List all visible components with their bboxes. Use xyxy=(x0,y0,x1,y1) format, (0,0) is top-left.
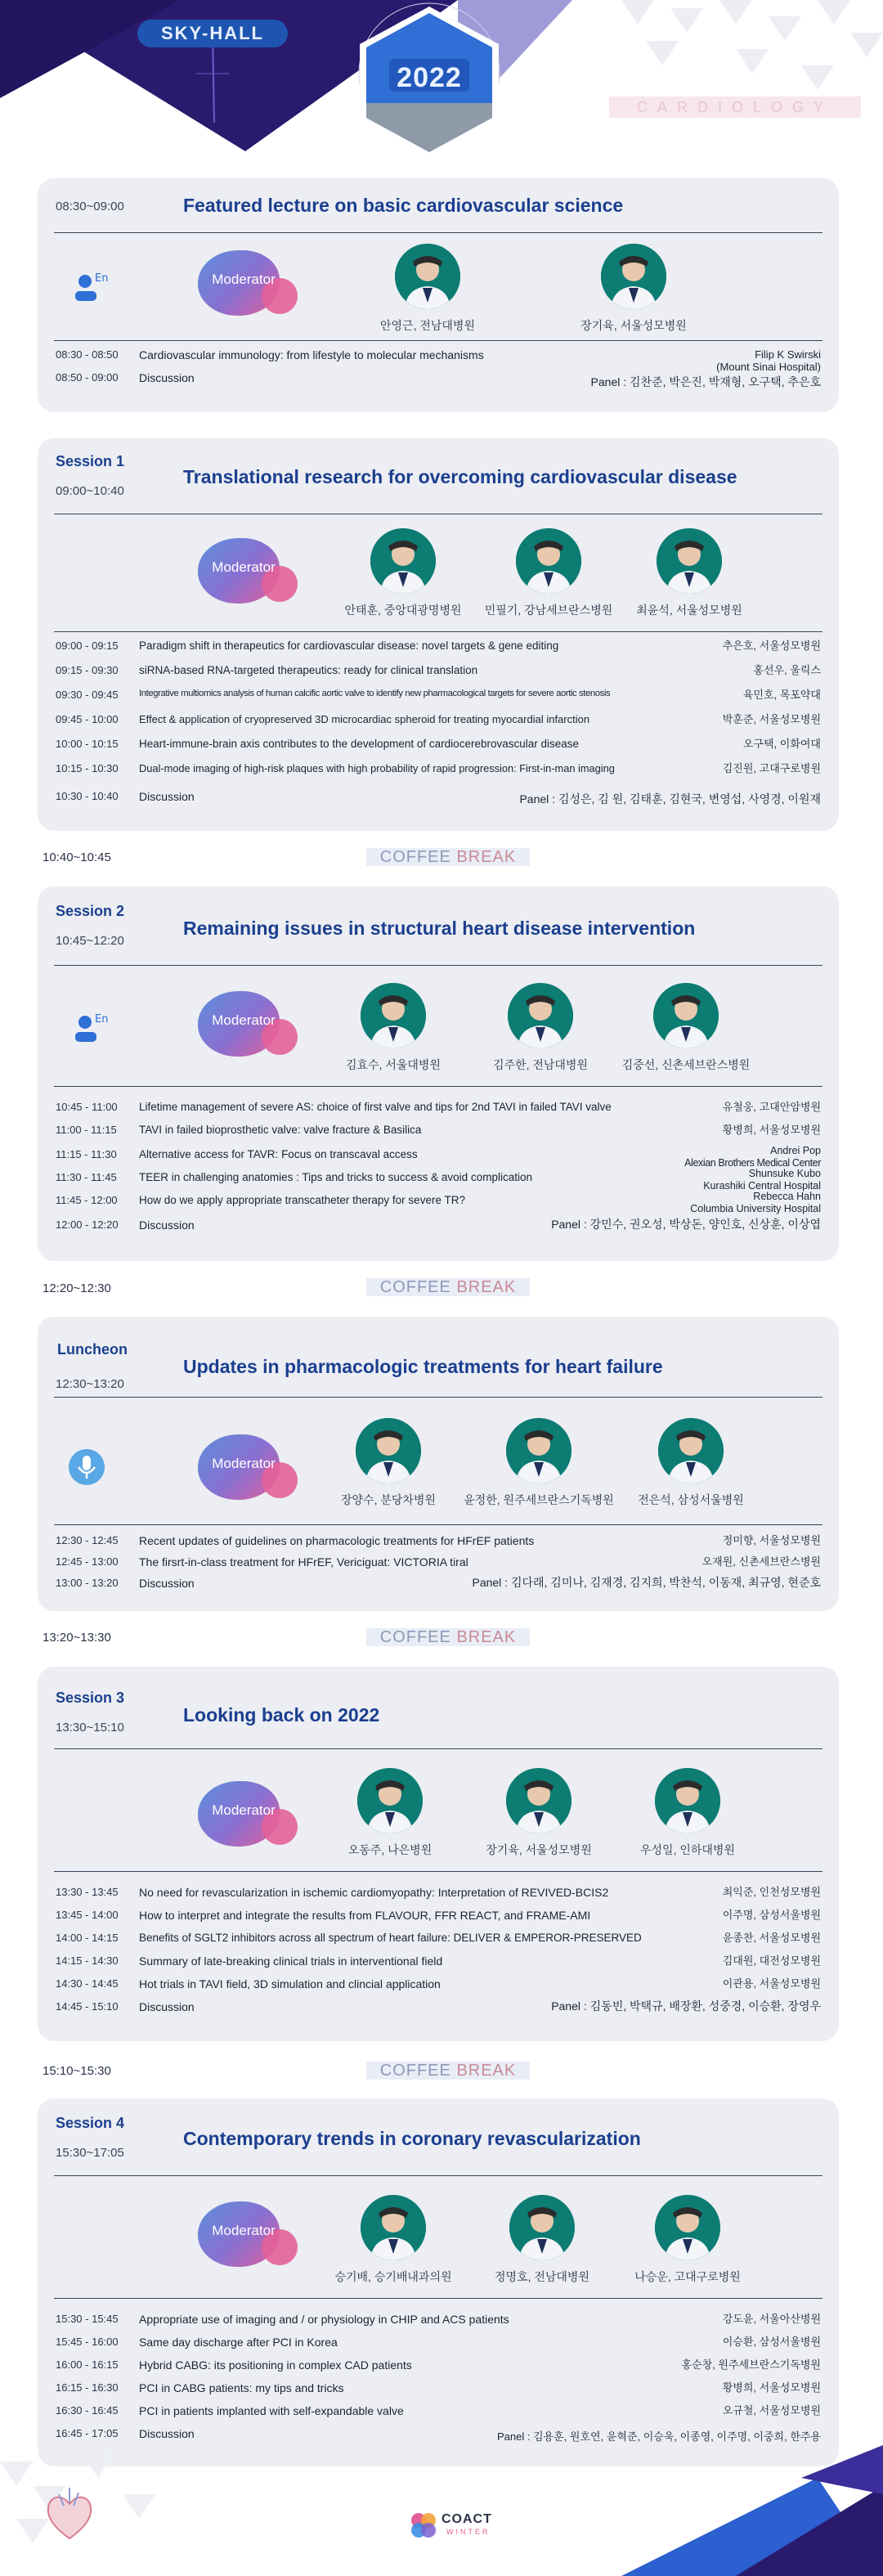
coffee-word: COFFEE xyxy=(379,848,451,866)
person-silhouette-icon xyxy=(506,1418,571,1483)
speaker-name: Rebecca Hahn xyxy=(753,1191,821,1202)
row-speaker: Panel : 김용훈, 원호연, 윤혁준, 이승욱, 이종영, 이주명, 이중희, 한주용 xyxy=(496,2430,821,2443)
divider xyxy=(54,2175,822,2176)
moderator-name: 우성일, 인하대병원 xyxy=(640,1843,735,1856)
program-row xyxy=(56,2427,821,2444)
row-speaker: 오재원, 신촌세브란스병원 xyxy=(701,1555,821,1568)
row-topic: The firsrt-in-class treatment for HFrEF, Vericiguat: VICTORIA tiral xyxy=(139,1555,468,1568)
row-topic: Appropriate use of imaging and / or physiology in CHIP and ACS patients xyxy=(139,2313,509,2326)
divider xyxy=(54,340,822,341)
row-topic: Discussion xyxy=(139,2427,195,2440)
row-topic: Discussion xyxy=(139,2000,195,2013)
moderator-person xyxy=(612,528,767,618)
program-row xyxy=(56,2000,821,2017)
program-row xyxy=(56,1168,821,1192)
heart-illustration-icon xyxy=(43,2486,96,2543)
row-topic: Paradigm shift in therapeutics for cardiovascular disease: novel targets & gene editing xyxy=(139,640,559,652)
row-speaker xyxy=(703,1168,821,1192)
avatar xyxy=(658,1418,724,1483)
person-silhouette-icon xyxy=(361,983,426,1048)
row-speaker: 이관용, 서울성모병원 xyxy=(722,1977,821,1990)
row-topic: Discussion xyxy=(139,1577,195,1590)
moderator-name: 전은석, 삼성서울병원 xyxy=(638,1493,744,1506)
row-time: 08:30 - 08:50 xyxy=(56,348,119,361)
row-time: 12:30 - 12:45 xyxy=(56,1534,119,1546)
break-time: 10:40~10:45 xyxy=(43,850,111,864)
row-time: 10:30 - 10:40 xyxy=(56,790,119,802)
divider xyxy=(54,631,822,632)
row-speaker: 윤종찬, 서울성모병원 xyxy=(722,1932,821,1944)
person-silhouette-icon xyxy=(516,528,581,594)
coffee-break-label xyxy=(366,1278,530,1296)
moderator-person xyxy=(610,2195,765,2285)
row-speaker: 이승환, 삼성서울병원 xyxy=(722,2336,821,2348)
session-2-panel xyxy=(38,886,839,1261)
row-time: 16:45 - 17:05 xyxy=(56,2427,119,2439)
row-time: 14:45 - 15:10 xyxy=(56,2000,119,2013)
row-time: 09:30 - 09:45 xyxy=(56,689,119,701)
divider xyxy=(54,1748,822,1749)
moderator-person xyxy=(316,2195,471,2285)
row-topic: Dual-mode imaging of high-risk plaques with high probability of rapid progression: First-in-man imaging xyxy=(139,762,615,774)
break-time: 13:20~13:30 xyxy=(43,1631,111,1645)
footer-decoration xyxy=(0,2445,883,2576)
moderator-label: Moderator xyxy=(212,1456,276,1471)
moderator-badge xyxy=(198,535,299,607)
person-silhouette-icon xyxy=(655,1768,720,1833)
session-time: 15:30~17:05 xyxy=(56,2146,124,2160)
program-row xyxy=(56,1577,821,1593)
speaker-name: Shunsuke Kubo xyxy=(748,1168,821,1179)
row-time: 10:15 - 10:30 xyxy=(56,762,119,774)
moderator-person xyxy=(350,244,505,334)
row-speaker xyxy=(716,348,821,373)
english-speaker-icon xyxy=(70,267,110,306)
divider xyxy=(54,965,822,966)
row-topic: siRNA-based RNA-targeted therapeutics: ready for clinical translation xyxy=(139,664,478,676)
moderator-person xyxy=(608,983,764,1073)
session-4-panel xyxy=(38,2098,839,2466)
avatar xyxy=(657,528,722,594)
moderator-badge xyxy=(198,1431,299,1503)
session-3-panel xyxy=(38,1667,839,2041)
moderator-person xyxy=(471,528,626,618)
program-row xyxy=(56,790,821,806)
speaker-affiliation: Columbia University Hospital xyxy=(690,1203,821,1214)
person-silhouette-icon xyxy=(395,244,460,309)
moderator-name: 정명호, 전남대병원 xyxy=(495,2270,589,2283)
avatar xyxy=(361,983,426,1048)
program-row xyxy=(56,1124,821,1140)
person-silhouette-icon xyxy=(655,2195,720,2260)
row-time: 11:00 - 11:15 xyxy=(56,1124,117,1136)
coffee-word: COFFEE xyxy=(379,1628,451,1646)
row-speaker xyxy=(684,1145,821,1169)
session-title: Featured lecture on basic cardiovascular science xyxy=(183,195,624,216)
row-topic: Heart-immune-brain axis contributes to the development of cardiocerebrovascular disease xyxy=(139,738,580,750)
coffee-word: COFFEE xyxy=(379,1278,451,1296)
coffee-break-label xyxy=(366,848,530,866)
featured-lecture-panel xyxy=(38,178,839,412)
venue-badge: SKY-HALL xyxy=(137,20,288,47)
row-speaker: Panel : 김찬준, 박은진, 박재형, 오구택, 추은호 xyxy=(590,375,821,388)
program-row xyxy=(56,1145,821,1169)
program-row xyxy=(56,348,821,373)
program-row xyxy=(56,2381,821,2398)
row-speaker: 추은호, 서울성모병원 xyxy=(722,640,821,652)
moderator-label: Moderator xyxy=(212,1012,276,1028)
row-time: 10:00 - 10:15 xyxy=(56,738,119,750)
moderator-person xyxy=(610,1768,765,1858)
moderator-name: 김주한, 전남대병원 xyxy=(493,1058,588,1071)
divider xyxy=(54,1524,822,1525)
program-row xyxy=(56,664,821,680)
row-topic: Effect & application of cryopreserved 3D microcardiac spheroid for treating myocardial infarction xyxy=(139,713,590,725)
moderator-name: 민필기, 강남세브란스병원 xyxy=(484,604,613,617)
program-row xyxy=(56,371,821,388)
program-row xyxy=(56,762,821,779)
session-title: Translational research for overcoming cardiovascular disease xyxy=(183,466,737,487)
session-time: 13:30~15:10 xyxy=(56,1721,124,1735)
moderator-person xyxy=(316,983,471,1073)
program-row xyxy=(56,689,821,705)
avatar xyxy=(653,983,719,1048)
session-time: 10:45~12:20 xyxy=(56,934,124,948)
moderator-person xyxy=(311,1418,466,1508)
row-time: 09:45 - 10:00 xyxy=(56,713,119,725)
avatar xyxy=(506,1418,571,1483)
moderator-name: 오동주, 나은병원 xyxy=(347,1843,433,1856)
row-time: 09:00 - 09:15 xyxy=(56,640,119,652)
moderator-name: 나승운, 고대구로병원 xyxy=(634,2270,741,2283)
coffee-break-label xyxy=(366,1628,530,1646)
break-word: BREAK xyxy=(456,1278,517,1296)
row-topic: Hot trials in TAVI field, 3D simulation and clincial application xyxy=(139,1977,441,1990)
row-topic: Same day discharge after PCI in Korea xyxy=(139,2336,338,2349)
row-time: 16:00 - 16:15 xyxy=(56,2358,119,2371)
program-row xyxy=(56,1977,821,1994)
program-row xyxy=(56,2336,821,2352)
row-speaker: 오구택, 이화여대 xyxy=(742,738,821,750)
row-topic: Discussion xyxy=(139,1218,195,1232)
moderator-person xyxy=(556,244,711,334)
divider xyxy=(54,2298,822,2299)
luncheon-panel xyxy=(38,1317,839,1611)
program-row xyxy=(56,640,821,656)
program-row xyxy=(56,1218,821,1235)
coact-logo-text: COACT xyxy=(441,2512,492,2526)
moderator-person xyxy=(461,1418,616,1508)
session-title: Remaining issues in structural heart disease intervention xyxy=(183,918,696,939)
row-topic: Lifetime management of severe AS: choice of first valve and tips for 2nd TAVI in failed TAVI valve xyxy=(139,1101,612,1113)
person-silhouette-icon xyxy=(508,983,573,1048)
person-silhouette-icon xyxy=(601,244,666,309)
moderator-name: 윤정한, 원주세브란스기독병원 xyxy=(464,1493,614,1506)
moderator-person xyxy=(461,1768,616,1858)
moderator-name: 김효수, 서울대병원 xyxy=(346,1058,441,1071)
moderator-badge xyxy=(198,2198,299,2270)
divider xyxy=(54,1397,822,1398)
moderator-name: 승기배, 승기배내과의원 xyxy=(334,2270,452,2283)
row-topic: Benefits of SGLT2 inhibitors across all spectrum of heart failure: DELIVER & EMPEROR-PRESERVED xyxy=(139,1932,642,1944)
row-time: 12:45 - 13:00 xyxy=(56,1555,119,1568)
program-row xyxy=(56,1886,821,1902)
row-time: 16:15 - 16:30 xyxy=(56,2381,119,2394)
session-time: 09:00~10:40 xyxy=(56,484,124,498)
row-time: 13:00 - 13:20 xyxy=(56,1577,119,1589)
avatar xyxy=(509,2195,575,2260)
row-time: 15:45 - 16:00 xyxy=(56,2336,119,2348)
row-topic: Hybrid CABG: its positioning in complex CAD patients xyxy=(139,2358,412,2372)
moderator-label: Moderator xyxy=(212,272,276,287)
row-speaker: 황병희, 서울성모병원 xyxy=(722,2381,821,2394)
row-speaker: 김진원, 고대구로병원 xyxy=(722,762,821,774)
moderator-label: Moderator xyxy=(212,2223,276,2238)
avatar xyxy=(655,2195,720,2260)
person-silhouette-icon xyxy=(356,1418,421,1483)
coffee-break-label xyxy=(366,2062,530,2080)
row-time: 08:50 - 09:00 xyxy=(56,371,119,384)
program-row xyxy=(56,738,821,754)
break-word: BREAK xyxy=(456,848,517,866)
moderator-label: Moderator xyxy=(212,559,276,575)
row-time: 11:15 - 11:30 xyxy=(56,1148,117,1160)
person-silhouette-icon xyxy=(653,983,719,1048)
session-title: Contemporary trends in coronary revascularization xyxy=(183,2128,641,2149)
row-speaker: 최익준, 인천성모병원 xyxy=(722,1886,821,1898)
moderator-person xyxy=(325,528,481,618)
program-row xyxy=(56,1954,821,1971)
row-speaker: 김대원, 대전성모병원 xyxy=(722,1954,821,1967)
row-time: 13:30 - 13:45 xyxy=(56,1886,119,1898)
row-speaker: Panel : 강민수, 권오성, 박상돈, 양인호, 신상훈, 이상엽 xyxy=(551,1218,821,1231)
program-row xyxy=(56,713,821,729)
row-speaker: Panel : 김동빈, 박택규, 배장환, 성중경, 이승환, 장영우 xyxy=(551,1999,821,2013)
speaker-affiliation: Alexian Brothers Medical Center xyxy=(684,1157,821,1169)
moderator-name: 안태훈, 중앙대광명병원 xyxy=(344,604,462,617)
program-row xyxy=(56,1101,821,1117)
program-row xyxy=(56,2404,821,2421)
speaker-name: Filip K Swirski xyxy=(755,348,821,361)
row-time: 12:00 - 12:20 xyxy=(56,1218,119,1231)
session-1-panel xyxy=(38,438,839,831)
avatar xyxy=(655,1768,720,1833)
avatar xyxy=(508,983,573,1048)
cardiology-watermark: CARDIOLOGY xyxy=(609,96,861,118)
program-row xyxy=(56,1909,821,1925)
row-time: 14:30 - 14:45 xyxy=(56,1977,119,1990)
program-row xyxy=(56,1555,821,1572)
person-silhouette-icon xyxy=(658,1418,724,1483)
row-speaker: 정미향, 서울성모병원 xyxy=(722,1534,821,1546)
avatar xyxy=(601,244,666,309)
svg-text:En: En xyxy=(95,1013,109,1025)
event-year: 2022 xyxy=(397,62,462,93)
avatar xyxy=(370,528,436,594)
row-speaker: 오규철, 서울성모병원 xyxy=(722,2404,821,2417)
person-silhouette-icon xyxy=(357,1768,423,1833)
program-row xyxy=(56,2313,821,2329)
speaker-name: Andrei Pop xyxy=(770,1145,821,1156)
row-topic: Discussion xyxy=(139,790,195,803)
row-speaker: 이주명, 삼성서울병원 xyxy=(722,1909,821,1921)
row-time: 09:15 - 09:30 xyxy=(56,664,119,676)
avatar xyxy=(395,244,460,309)
session-label: Session 2 xyxy=(56,903,125,919)
session-time: 08:30~09:00 xyxy=(56,200,124,213)
moderator-person xyxy=(463,983,618,1073)
row-speaker: Panel : 김다래, 김미나, 김재경, 김지희, 박찬석, 이동재, 최규영, 현준호 xyxy=(472,1576,821,1589)
program-row xyxy=(56,1932,821,1948)
row-time: 14:15 - 14:30 xyxy=(56,1954,119,1967)
speaker-affiliation: (Mount Sinai Hospital) xyxy=(716,361,821,373)
avatar xyxy=(361,2195,426,2260)
row-topic: PCI in patients implanted with self-expandable valve xyxy=(139,2404,404,2417)
row-time: 13:45 - 14:00 xyxy=(56,1909,119,1921)
moderator-label: Moderator xyxy=(212,1802,276,1818)
session-title: Looking back on 2022 xyxy=(183,1704,380,1726)
moderator-badge xyxy=(198,988,299,1060)
row-topic: Recent updates of guidelines on pharmacologic treatments for HFrEF patients xyxy=(139,1534,535,1547)
session-title: Updates in pharmacologic treatments for heart failure xyxy=(183,1356,663,1377)
row-topic: No need for revascularization in ischemic cardiomyopathy: Interpretation of REVIVED-BCIS2 xyxy=(139,1886,609,1899)
person-silhouette-icon xyxy=(361,2195,426,2260)
row-time: 15:30 - 15:45 xyxy=(56,2313,119,2325)
avatar xyxy=(357,1768,423,1833)
row-speaker: 강도윤, 서울아산병원 xyxy=(722,2313,821,2325)
moderator-person xyxy=(312,1768,468,1858)
divider xyxy=(54,1086,822,1087)
moderator-name: 장양수, 분당차병원 xyxy=(341,1493,436,1506)
coact-logo-subtext: WINTER xyxy=(446,2528,491,2536)
person-silhouette-icon xyxy=(509,2195,575,2260)
microphone-icon xyxy=(67,1447,106,1487)
person-silhouette-icon xyxy=(370,528,436,594)
row-topic: Summary of late-breaking clinical trials in interventional field xyxy=(139,1954,443,1968)
row-speaker: 홍선우, 울릭스 xyxy=(753,664,821,676)
svg-text:En: En xyxy=(95,272,109,285)
speaker-affiliation: Kurashiki Central Hospital xyxy=(703,1180,821,1192)
moderator-person xyxy=(613,1418,769,1508)
break-word: BREAK xyxy=(456,1628,517,1646)
row-speaker: 황병희, 서울성모병원 xyxy=(722,1124,821,1136)
moderator-name: 장기육, 서울성모병원 xyxy=(580,319,687,332)
break-time: 12:20~12:30 xyxy=(43,1281,111,1295)
row-speaker: 박훈준, 서울성모병원 xyxy=(722,713,821,725)
avatar xyxy=(516,528,581,594)
session-label: Session 3 xyxy=(56,1690,125,1706)
row-speaker: 홍순창, 원주세브란스기독병원 xyxy=(681,2358,821,2371)
footer xyxy=(0,2445,883,2576)
moderator-name: 장기육, 서울성모병원 xyxy=(486,1843,592,1856)
moderator-name: 최윤석, 서울성모병원 xyxy=(636,604,742,617)
row-topic: Cardiovascular immunology: from lifestyle to molecular mechanisms xyxy=(139,348,484,361)
row-topic: Discussion xyxy=(139,371,195,384)
english-speaker-icon xyxy=(70,1008,110,1047)
break-word: BREAK xyxy=(456,2062,517,2080)
break-time: 15:10~15:30 xyxy=(43,2064,111,2078)
moderator-name: 김중선, 신촌세브란스병원 xyxy=(621,1058,751,1071)
divider xyxy=(54,232,822,233)
moderator-badge xyxy=(198,1778,299,1850)
session-label: Luncheon xyxy=(57,1341,128,1358)
row-time: 10:45 - 11:00 xyxy=(56,1101,118,1113)
program-row xyxy=(56,2358,821,2375)
row-topic: Alternative access for TAVR: Focus on transcaval access xyxy=(139,1148,418,1160)
divider xyxy=(54,1871,822,1872)
coffee-word: COFFEE xyxy=(379,2062,451,2080)
row-speaker xyxy=(690,1191,821,1215)
row-time: 11:30 - 11:45 xyxy=(56,1171,117,1183)
coact-logo-icon xyxy=(409,2511,438,2540)
moderator-person xyxy=(464,2195,620,2285)
row-time: 14:00 - 14:15 xyxy=(56,1932,119,1944)
row-speaker: Panel : 김성은, 김 원, 김태훈, 김현국, 변영섭, 사영경, 이원재 xyxy=(519,792,821,806)
avatar xyxy=(506,1768,571,1833)
person-silhouette-icon xyxy=(506,1768,571,1833)
row-topic: TAVI in failed bioprosthetic valve: valve fracture & Basilica xyxy=(139,1124,422,1136)
avatar xyxy=(356,1418,421,1483)
row-time: 16:30 - 16:45 xyxy=(56,2404,119,2417)
row-topic: PCI in CABG patients: my tips and tricks xyxy=(139,2381,344,2394)
row-topic: How do we apply appropriate transcatheter therapy for severe TR? xyxy=(139,1194,465,1206)
session-time: 12:30~13:20 xyxy=(56,1377,124,1391)
program-row xyxy=(56,1191,821,1214)
session-label: Session 1 xyxy=(56,453,125,469)
row-topic: TEER in challenging anatomies : Tips and tricks to success & avoid complication xyxy=(139,1171,532,1183)
session-label: Session 4 xyxy=(56,2115,125,2131)
person-silhouette-icon xyxy=(657,528,722,594)
row-speaker: 육민호, 목포약대 xyxy=(742,689,821,701)
header-banner xyxy=(0,0,883,164)
row-topic: Integrative multiomics analysis of human calcific aortic valve to identify new pharmacological targets for severe aortic stenosis xyxy=(139,689,611,698)
moderator-name: 안영근, 전남대병원 xyxy=(380,319,475,332)
row-speaker: 유철웅, 고대안암병원 xyxy=(722,1101,821,1113)
program-row xyxy=(56,1534,821,1551)
moderator-badge xyxy=(198,247,299,319)
row-topic: How to interpret and integrate the results from FLAVOUR, FFR REACT, and FRAME-AMI xyxy=(139,1909,591,1922)
row-time: 11:45 - 12:00 xyxy=(56,1194,118,1206)
